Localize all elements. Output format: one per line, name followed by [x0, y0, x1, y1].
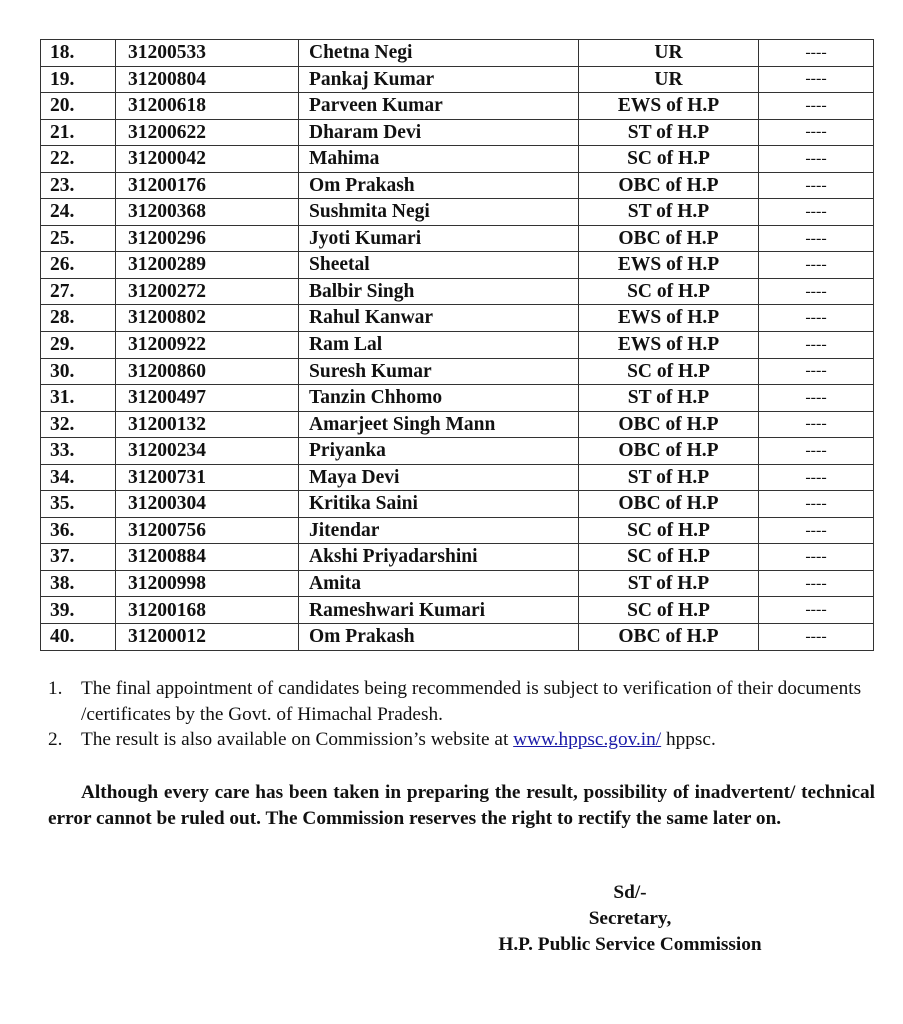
- candidate-name-cell: Ram Lal: [299, 332, 579, 359]
- remarks-cell: ----: [759, 146, 874, 173]
- category-cell: ST of H.P: [579, 199, 759, 226]
- roll-number-cell: 31200618: [116, 93, 299, 120]
- candidate-name-cell: Amita: [299, 570, 579, 597]
- remarks-cell: ----: [759, 464, 874, 491]
- category-cell: EWS of H.P: [579, 305, 759, 332]
- category-cell: OBC of H.P: [579, 172, 759, 199]
- serial-number-cell: 39.: [41, 597, 116, 624]
- table-row: [41, 491, 874, 518]
- candidate-name-cell: Jitendar: [299, 517, 579, 544]
- candidate-name-cell: Priyanka: [299, 438, 579, 465]
- table-row: [41, 119, 874, 146]
- serial-number-cell: 21.: [41, 119, 116, 146]
- roll-number-cell: 31200168: [116, 597, 299, 624]
- remarks-cell: ----: [759, 172, 874, 199]
- roll-number-cell: 31200497: [116, 385, 299, 412]
- serial-number-cell: 29.: [41, 332, 116, 359]
- serial-number-cell: 25.: [41, 225, 116, 252]
- table-row: [41, 544, 874, 571]
- table-row: [41, 570, 874, 597]
- category-cell: SC of H.P: [579, 278, 759, 305]
- candidate-name-cell: Om Prakash: [299, 624, 579, 651]
- serial-number-cell: 36.: [41, 517, 116, 544]
- roll-number-cell: 31200368: [116, 199, 299, 226]
- category-cell: EWS of H.P: [579, 93, 759, 120]
- category-cell: OBC of H.P: [579, 225, 759, 252]
- candidate-name-cell: Tanzin Chhomo: [299, 385, 579, 412]
- category-cell: ST of H.P: [579, 385, 759, 412]
- table-row: [41, 93, 874, 120]
- roll-number-cell: 31200998: [116, 570, 299, 597]
- serial-number-cell: 33.: [41, 438, 116, 465]
- note-text-suffix: hppsc.: [661, 729, 716, 751]
- table-row: [41, 252, 874, 279]
- category-cell: OBC of H.P: [579, 438, 759, 465]
- roll-number-cell: 31200304: [116, 491, 299, 518]
- note-text: The final appointment of candidates being recommended is subject to verification of their documents /certificates by the Govt. of Himachal Pradesh.: [81, 678, 862, 725]
- remarks-cell: ----: [759, 66, 874, 93]
- candidate-name-cell: Akshi Priyadarshini: [299, 544, 579, 571]
- note-number: 2.: [48, 729, 63, 751]
- remarks-cell: ----: [759, 597, 874, 624]
- results-table: [40, 39, 874, 651]
- candidate-name-cell: Pankaj Kumar: [299, 66, 579, 93]
- remarks-cell: ----: [759, 40, 874, 67]
- serial-number-cell: 28.: [41, 305, 116, 332]
- candidate-name-cell: Mahima: [299, 146, 579, 173]
- table-row: [41, 597, 874, 624]
- roll-number-cell: 31200622: [116, 119, 299, 146]
- candidate-name-cell: Rahul Kanwar: [299, 305, 579, 332]
- roll-number-cell: 31200296: [116, 225, 299, 252]
- roll-number-cell: 31200176: [116, 172, 299, 199]
- note-item: [48, 727, 878, 753]
- category-cell: UR: [579, 40, 759, 67]
- roll-number-cell: 31200234: [116, 438, 299, 465]
- serial-number-cell: 26.: [41, 252, 116, 279]
- roll-number-cell: 31200272: [116, 278, 299, 305]
- category-cell: SC of H.P: [579, 597, 759, 624]
- candidate-name-cell: Chetna Negi: [299, 40, 579, 67]
- roll-number-cell: 31200884: [116, 544, 299, 571]
- serial-number-cell: 30.: [41, 358, 116, 385]
- remarks-cell: ----: [759, 332, 874, 359]
- table-row: [41, 199, 874, 226]
- serial-number-cell: 32.: [41, 411, 116, 438]
- candidate-name-cell: Om Prakash: [299, 172, 579, 199]
- serial-number-cell: 31.: [41, 385, 116, 412]
- serial-number-cell: 40.: [41, 624, 116, 651]
- category-cell: SC of H.P: [579, 358, 759, 385]
- category-cell: OBC of H.P: [579, 411, 759, 438]
- category-cell: ST of H.P: [579, 119, 759, 146]
- remarks-cell: ----: [759, 199, 874, 226]
- candidate-name-cell: Parveen Kumar: [299, 93, 579, 120]
- table-row: [41, 385, 874, 412]
- category-cell: UR: [579, 66, 759, 93]
- note-number: 1.: [48, 678, 63, 699]
- candidate-name-cell: Sheetal: [299, 252, 579, 279]
- remarks-cell: ----: [759, 624, 874, 651]
- table-row: [41, 278, 874, 305]
- remarks-cell: ----: [759, 305, 874, 332]
- remarks-cell: ----: [759, 278, 874, 305]
- category-cell: OBC of H.P: [579, 491, 759, 518]
- category-cell: ST of H.P: [579, 570, 759, 597]
- roll-number-cell: 31200804: [116, 66, 299, 93]
- category-cell: ST of H.P: [579, 464, 759, 491]
- candidate-name-cell: Sushmita Negi: [299, 199, 579, 226]
- table-row: [41, 411, 874, 438]
- table-row: [41, 464, 874, 491]
- remarks-cell: ----: [759, 411, 874, 438]
- website-link[interactable]: www.hppsc.gov.in/: [513, 729, 662, 751]
- roll-number-cell: 31200802: [116, 305, 299, 332]
- serial-number-cell: 34.: [41, 464, 116, 491]
- table-row: [41, 358, 874, 385]
- serial-number-cell: 35.: [41, 491, 116, 518]
- roll-number-cell: 31200289: [116, 252, 299, 279]
- signature-block: [480, 880, 780, 958]
- serial-number-cell: 38.: [41, 570, 116, 597]
- serial-number-cell: 37.: [41, 544, 116, 571]
- serial-number-cell: 22.: [41, 146, 116, 173]
- signature-sd: Sd/-: [613, 882, 647, 903]
- candidate-name-cell: Suresh Kumar: [299, 358, 579, 385]
- remarks-cell: ----: [759, 517, 874, 544]
- candidate-name-cell: Jyoti Kumari: [299, 225, 579, 252]
- candidate-name-cell: Dharam Devi: [299, 119, 579, 146]
- table-row: [41, 172, 874, 199]
- note-text: The result is also available on Commission’s website at: [81, 729, 514, 751]
- table-row: [41, 624, 874, 651]
- note-item: [48, 676, 878, 727]
- remarks-cell: ----: [759, 119, 874, 146]
- table-row: [41, 305, 874, 332]
- table-row: [41, 332, 874, 359]
- remarks-cell: ----: [759, 544, 874, 571]
- remarks-cell: ----: [759, 358, 874, 385]
- table-row: [41, 517, 874, 544]
- category-cell: SC of H.P: [579, 146, 759, 173]
- serial-number-cell: 23.: [41, 172, 116, 199]
- remarks-cell: ----: [759, 491, 874, 518]
- roll-number-cell: 31200922: [116, 332, 299, 359]
- candidate-name-cell: Maya Devi: [299, 464, 579, 491]
- signature-designation: Secretary,: [588, 908, 672, 929]
- notes-list: [48, 676, 878, 753]
- serial-number-cell: 18.: [41, 40, 116, 67]
- remarks-cell: ----: [759, 570, 874, 597]
- category-cell: SC of H.P: [579, 544, 759, 571]
- table-row: [41, 146, 874, 173]
- roll-number-cell: 31200012: [116, 624, 299, 651]
- remarks-cell: ----: [759, 385, 874, 412]
- signature-office: H.P. Public Service Commission: [498, 934, 762, 955]
- roll-number-cell: 31200042: [116, 146, 299, 173]
- category-cell: EWS of H.P: [579, 332, 759, 359]
- remarks-cell: ----: [759, 438, 874, 465]
- roll-number-cell: 31200533: [116, 40, 299, 67]
- remarks-cell: ----: [759, 225, 874, 252]
- candidate-name-cell: Rameshwari Kumari: [299, 597, 579, 624]
- candidate-name-cell: Balbir Singh: [299, 278, 579, 305]
- roll-number-cell: 31200132: [116, 411, 299, 438]
- table-row: [41, 66, 874, 93]
- serial-number-cell: 27.: [41, 278, 116, 305]
- category-cell: SC of H.P: [579, 517, 759, 544]
- roll-number-cell: 31200756: [116, 517, 299, 544]
- table-row: [41, 438, 874, 465]
- candidate-name-cell: Kritika Saini: [299, 491, 579, 518]
- remarks-cell: ----: [759, 93, 874, 120]
- results-table-body: [41, 40, 874, 651]
- remarks-cell: ----: [759, 252, 874, 279]
- category-cell: OBC of H.P: [579, 624, 759, 651]
- table-row: [41, 40, 874, 67]
- serial-number-cell: 24.: [41, 199, 116, 226]
- roll-number-cell: 31200860: [116, 358, 299, 385]
- category-cell: EWS of H.P: [579, 252, 759, 279]
- serial-number-cell: 19.: [41, 66, 116, 93]
- disclaimer-paragraph: Although every care has been taken in preparing the result, possibility of inadvertent/ technical error cannot be ruled out. The Commission reserves the right to rectify the same later on.: [48, 782, 875, 829]
- candidate-name-cell: Amarjeet Singh Mann: [299, 411, 579, 438]
- serial-number-cell: 20.: [41, 93, 116, 120]
- table-row: [41, 225, 874, 252]
- roll-number-cell: 31200731: [116, 464, 299, 491]
